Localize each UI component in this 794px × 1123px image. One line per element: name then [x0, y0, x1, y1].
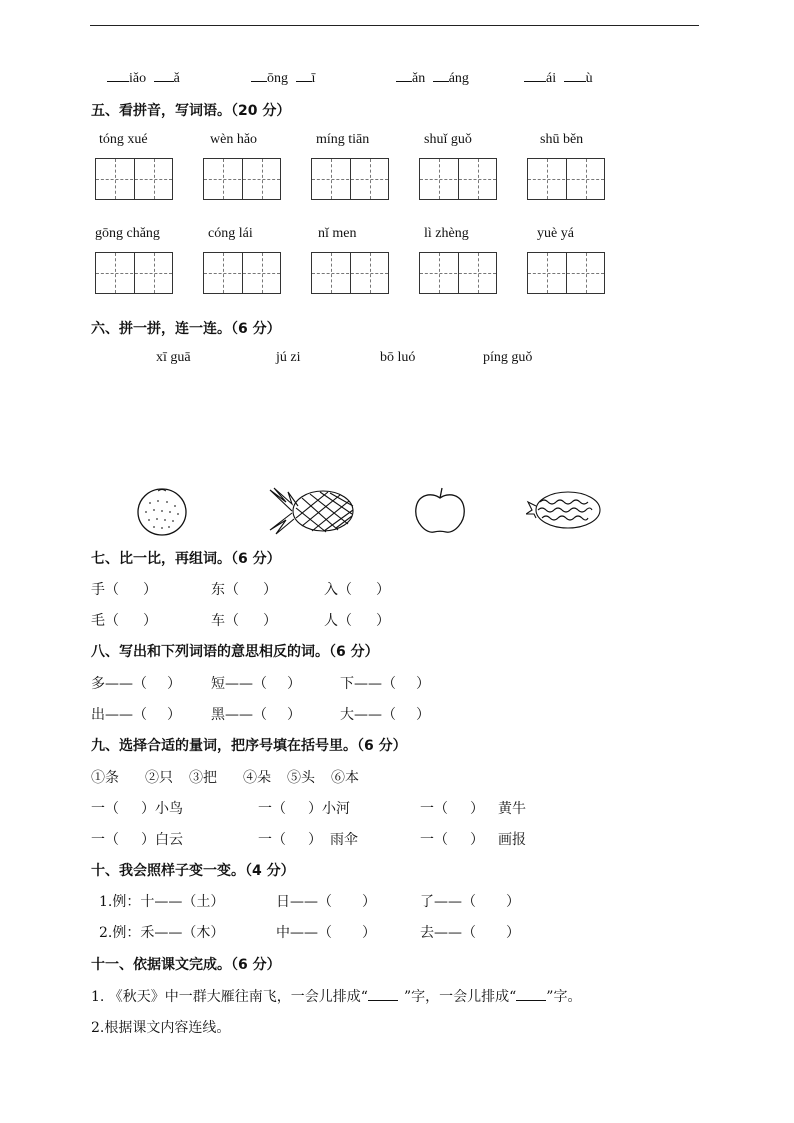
option: ④朵 [243, 770, 271, 786]
section-title: 八、写出和下列词语的意思相反的词。（6 分） [91, 644, 379, 660]
writing-grid[interactable] [311, 252, 389, 294]
instruction-text: 2.根据课文内容连线。 [91, 1020, 231, 1036]
pinyin-fragment: ī [311, 71, 316, 86]
section-title: 六、拼一拼，连一连。（6 分） [91, 321, 281, 337]
pinyin-word: nǐ men [318, 226, 357, 241]
option: ⑥本 [331, 770, 359, 786]
answer-blank[interactable] [368, 988, 398, 1001]
pinyin-fragment: ǎ [173, 71, 180, 86]
pinyin-word: tóng xué [99, 132, 148, 147]
writing-grid[interactable] [419, 158, 497, 200]
pinyin-word: wèn hǎo [210, 132, 258, 147]
section-title: 七、比一比，再组词。（6 分） [91, 551, 281, 567]
answer-blank[interactable] [396, 69, 412, 82]
pineapple-icon [266, 486, 366, 536]
writing-grid[interactable] [419, 252, 497, 294]
writing-grid[interactable] [95, 158, 173, 200]
option: ⑤头 [287, 770, 315, 786]
header-rule [90, 25, 699, 26]
antonym-item: 多——（ ） [91, 676, 181, 692]
pinyin-blank-row [251, 69, 315, 87]
pinyin-blank-row [107, 69, 180, 87]
pinyin-word: lì zhèng [424, 226, 469, 241]
example-item: 2.例：禾——（木） [99, 925, 225, 941]
writing-grid[interactable] [203, 252, 281, 294]
section-title: 五、看拼音，写词语。（20 分） [91, 103, 291, 119]
antonym-item: 下——（ ） [340, 676, 430, 692]
answer-blank[interactable] [251, 69, 267, 82]
option: ②只 [145, 770, 173, 786]
pinyin-fragment: áng [448, 71, 469, 86]
answer-blank[interactable] [516, 988, 546, 1001]
apple-icon [412, 486, 468, 536]
answer-blank[interactable] [296, 69, 312, 82]
writing-grid[interactable] [527, 158, 605, 200]
antonym-item: 大——（ ） [340, 707, 430, 723]
answer-blank[interactable] [564, 69, 586, 82]
pinyin-blank-row [524, 69, 593, 87]
example-item: 1.例：十——（土） [99, 894, 225, 910]
section-title: 十、我会照样子变一变。（4 分） [91, 863, 295, 879]
pinyin-fragment: ái [546, 71, 557, 86]
writing-grid[interactable] [527, 252, 605, 294]
orange-icon [134, 485, 190, 537]
answer-blank[interactable] [107, 69, 129, 82]
section-title: 十一、依据课文完成。（6 分） [91, 957, 281, 973]
pinyin-word: jú zi [276, 350, 301, 365]
writing-grid[interactable] [95, 252, 173, 294]
answer-blank[interactable] [524, 69, 546, 82]
pinyin-word: gōng chǎng [95, 226, 160, 241]
option: ③把 [189, 770, 217, 786]
pinyin-fragment: ù [585, 71, 593, 86]
pinyin-word: bō luó [380, 350, 416, 365]
option: ①条 [91, 770, 119, 786]
pinyin-fragment: ōng [267, 71, 288, 86]
writing-grid[interactable] [311, 158, 389, 200]
answer-blank[interactable] [433, 69, 449, 82]
measure-word-options [91, 767, 359, 787]
pinyin-word: xī guā [156, 350, 191, 365]
antonym-item: 短——（ ） [211, 676, 301, 692]
word-group-row: 手（ ） [91, 582, 157, 598]
pinyin-word: shuǐ guǒ [424, 132, 472, 147]
antonym-item: 黑——（ ） [211, 707, 301, 723]
pinyin-word: míng tiān [316, 132, 370, 147]
pinyin-word: shū běn [540, 132, 584, 147]
section-title: 九、选择合适的量词，把序号填在括号里。（6 分） [91, 738, 407, 754]
fill-in-question: 1. 《秋天》中一群大雁往南飞，一会儿排成“ ”字，一会儿排成“ ”字。 [91, 989, 582, 1005]
pinyin-fragment: iǎo [129, 71, 147, 86]
pinyin-word: yuè yá [537, 226, 574, 241]
pinyin-blank-row [396, 69, 469, 87]
word-group-row: 毛（ ） [91, 613, 157, 629]
watermelon-icon [526, 488, 604, 532]
pinyin-word: cóng lái [208, 226, 253, 241]
answer-blank[interactable] [154, 69, 174, 82]
antonym-item: 出——（ ） [91, 707, 181, 723]
writing-grid[interactable] [203, 158, 281, 200]
pinyin-word: píng guǒ [483, 350, 533, 365]
pinyin-fragment: ǎn [412, 71, 426, 86]
